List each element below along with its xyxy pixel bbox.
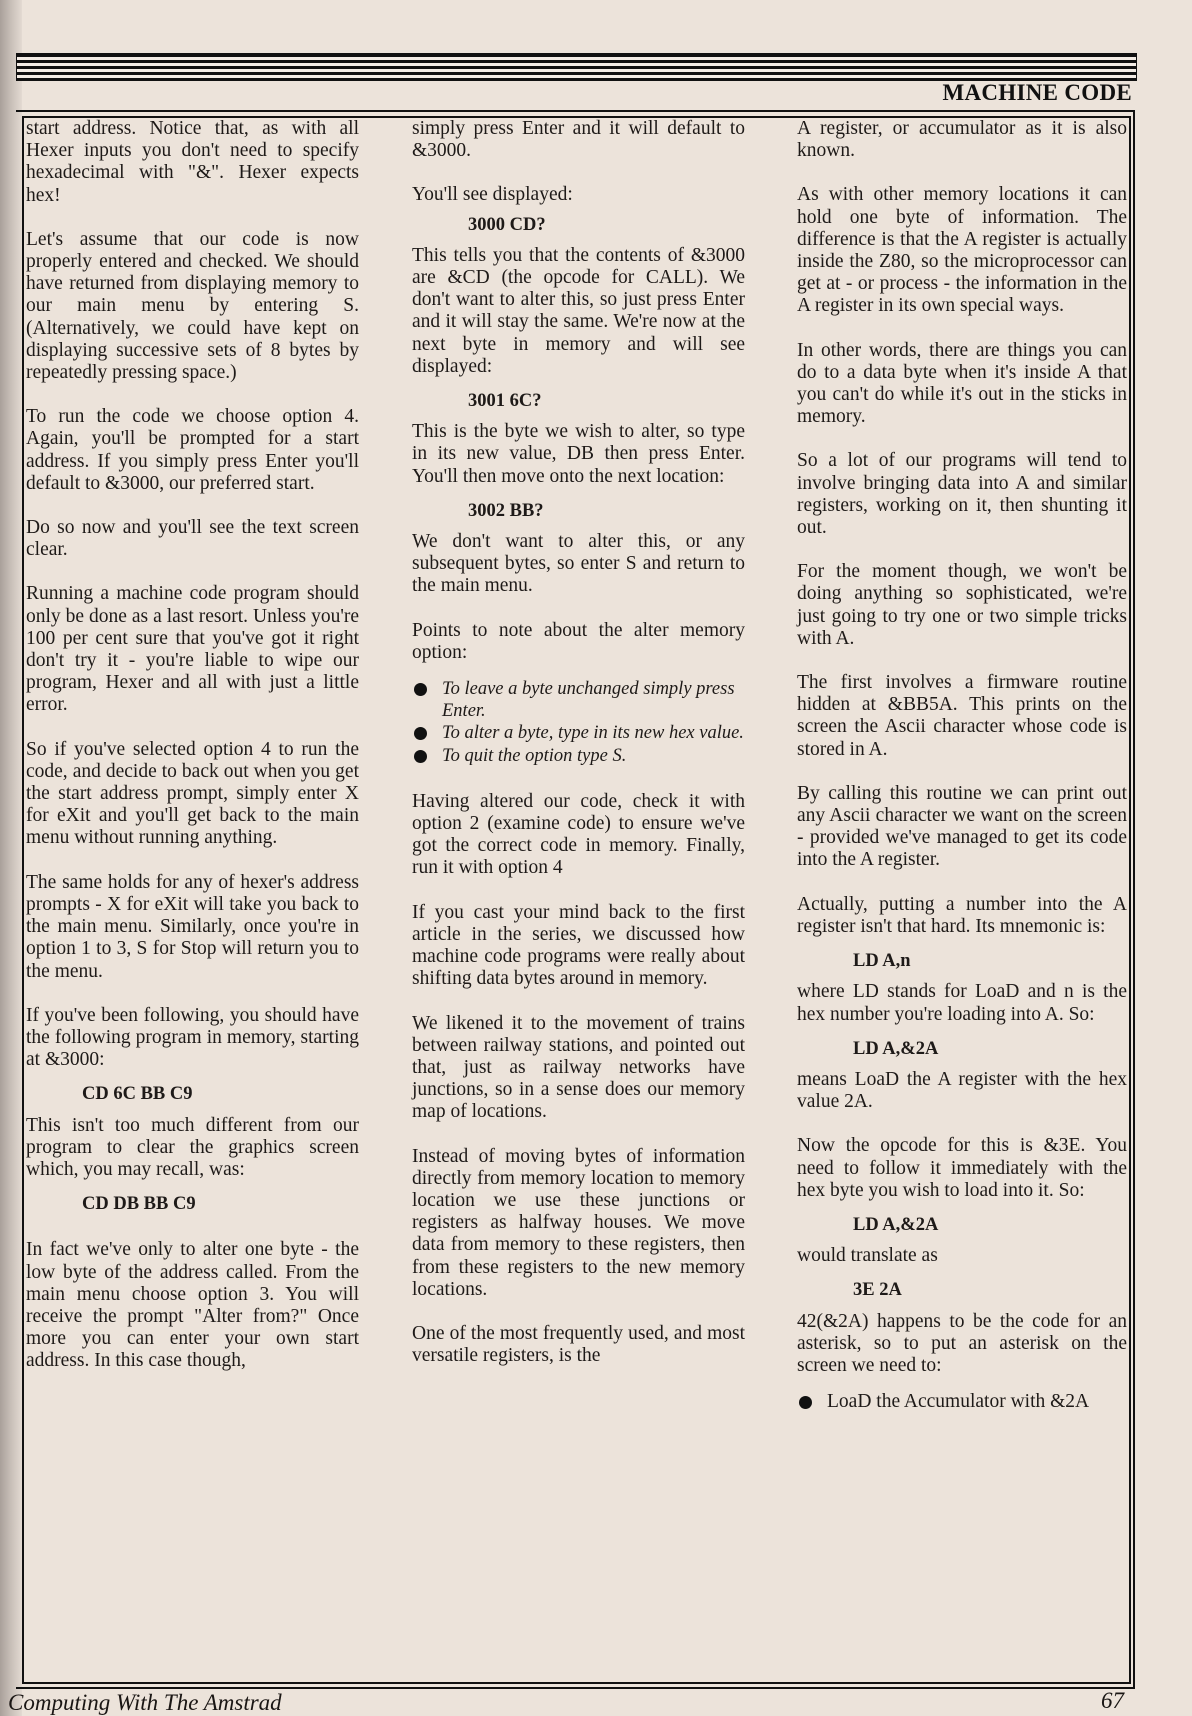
page-number: 67: [1101, 1688, 1124, 1713]
paragraph: This tells you that the contents of &3000 are &CD (the opcode for CALL). We don't want to alter this, so just press Enter and it will stay the same. We're now at the next byte in memory and will see displayed:: [412, 244, 745, 377]
paragraph: Let's assume that our code is now properly entered and checked. We should have returned from displaying memory to our main menu by entering S. (Alternatively, we could have kept on displaying successive sets of 8 bytes by repeatedly pressing space.): [26, 228, 359, 384]
code-listing: LD A,n: [853, 951, 911, 972]
paragraph: This isn't too much different from our program to clear the graphics screen which, you may recall, was:: [26, 1114, 359, 1180]
paragraph: If you've been following, you should have the following program in memory, starting at &3000:: [26, 1004, 359, 1071]
publication-name: Computing With The Amstrad: [8, 1690, 282, 1715]
code-listing: LD A,&2A: [853, 1038, 939, 1059]
bullet-item: To leave a byte unchanged simply press Enter.: [412, 678, 745, 722]
bullet-list: [797, 1391, 1127, 1413]
paragraph: would translate as: [797, 1245, 938, 1267]
code-listing: CD 6C BB C9: [82, 1084, 193, 1105]
paragraph: The first involves a firmware routine hidden at &BB5A. This prints on the screen the Ascii character whose code is stored in A.: [797, 672, 1127, 760]
bullet-item: To alter a byte, type in its new hex value.: [412, 722, 745, 744]
paragraph: Instead of moving bytes of information directly from memory location to memory location we use these junctions or registers as halfway houses. We move data from memory to these registers, then from these registers to the new memory locations.: [412, 1145, 745, 1300]
paragraph: Actually, putting a number into the A register isn't that hard. Its mnemonic is:: [797, 893, 1127, 937]
paragraph: To run the code we choose option 4. Again, you'll be prompted for a start address. If you simply press Enter you'll default to &3000, our preferred start.: [26, 406, 359, 494]
bullet-item: To quit the option type S.: [412, 745, 745, 767]
article-column-3: [797, 118, 1127, 1437]
paragraph: Now the opcode for this is &3E. You need to follow it immediately with the hex byte you wish to load into it. So:: [797, 1135, 1127, 1201]
paragraph: Do so now and you'll see the text screen clear.: [26, 517, 359, 561]
article-column-2: [412, 118, 745, 1389]
paragraph: simply press Enter and it will default to &3000.: [412, 118, 745, 162]
paragraph: 42(&2A) happens to be the code for an asterisk, so to put an asterisk on the screen we need to:: [797, 1310, 1127, 1376]
paragraph: In other words, there are things you can do to a data byte when it's inside A that you can't do while it's out in the sticks in memory.: [797, 339, 1127, 428]
code-listing: 3001 6C?: [468, 391, 542, 412]
paragraph: Having altered our code, check it with option 2 (examine code) to ensure we've got the correct code in memory. Finally, run it with option 4: [412, 790, 745, 879]
paragraph: For the moment though, we won't be doing anything so sophisticated, we're just going to try one or two simple tricks with A.: [797, 561, 1127, 649]
paragraph: The same holds for any of hexer's address prompts - X for eXit will take you back to the main menu. Similarly, once you're in option 1 to 3, S for Stop will return you to the menu.: [26, 871, 359, 982]
bullet-list: [412, 678, 745, 767]
paragraph: This is the byte we wish to alter, so type in its new value, DB then press Enter. You'll then move onto the next location:: [412, 421, 745, 487]
code-listing: LD A,&2A: [853, 1214, 939, 1235]
paragraph: If you cast your mind back to the first article in the series, we discussed how machine code programs were really about shifting data bytes around in memory.: [412, 901, 745, 990]
code-listing: 3E 2A: [853, 1280, 902, 1301]
article-column-1: [26, 118, 359, 1395]
paragraph: One of the most frequently used, and most versatile registers, is the: [412, 1322, 745, 1367]
section-title: MACHINE CODE: [942, 80, 1132, 105]
bullet-item: LoaD the Accumulator with &2A: [797, 1391, 1127, 1413]
paragraph: We likened it to the movement of trains between railway stations, and pointed out that, just as railway networks have junctions, so in a sense does our memory map of locations.: [412, 1012, 745, 1123]
paragraph: So a lot of our programs will tend to involve bringing data into A and similar registers, working on it, then shunting it out.: [797, 450, 1127, 539]
code-listing: CD DB BB C9: [82, 1194, 196, 1215]
paragraph: start address. Notice that, as with all Hexer inputs you don't need to specify hexadecimal with "&". Hexer expects hex!: [26, 118, 359, 206]
paragraph: In fact we've only to alter one byte - the low byte of the address called. From the main menu choose option 3. You will receive the prompt "Alter from?" Once more you can enter your own start address. In this case though,: [26, 1239, 359, 1372]
paragraph: You'll see displayed:: [412, 184, 573, 206]
paragraph: So if you've selected option 4 to run the code, and decide to back out when you get the start address prompt, simply enter X for eXit and you'll get back to the main menu without running anything.: [26, 738, 359, 849]
paragraph: As with other memory locations it can hold one byte of information. The difference is that the A register is actually inside the Z80, so the microprocessor can get at - or process - the information in the A register in its own special ways.: [797, 184, 1127, 317]
paragraph: A register, or accumulator as it is also known.: [797, 118, 1127, 162]
header-rule-lines: [16, 53, 1137, 81]
paragraph: where LD stands for LoaD and n is the hex number you're loading into A. So:: [797, 981, 1127, 1025]
paragraph: We don't want to alter this, or any subsequent bytes, so enter S and return to the main menu.: [412, 531, 745, 597]
code-listing: 3000 CD?: [468, 214, 546, 235]
paragraph: Points to note about the alter memory option:: [412, 619, 745, 663]
paragraph: By calling this routine we can print out any Ascii character we want on the screen - provided we've managed to get its code into the A register.: [797, 782, 1127, 871]
paragraph: means LoaD the A register with the hex value 2A.: [797, 1068, 1127, 1113]
code-listing: 3002 BB?: [468, 500, 544, 521]
paragraph: Running a machine code program should only be done as a last resort. Unless you're 100 per cent sure that you've got it right don't try it - you're liable to wipe our program, Hexer and all with just a little error.: [26, 583, 359, 716]
